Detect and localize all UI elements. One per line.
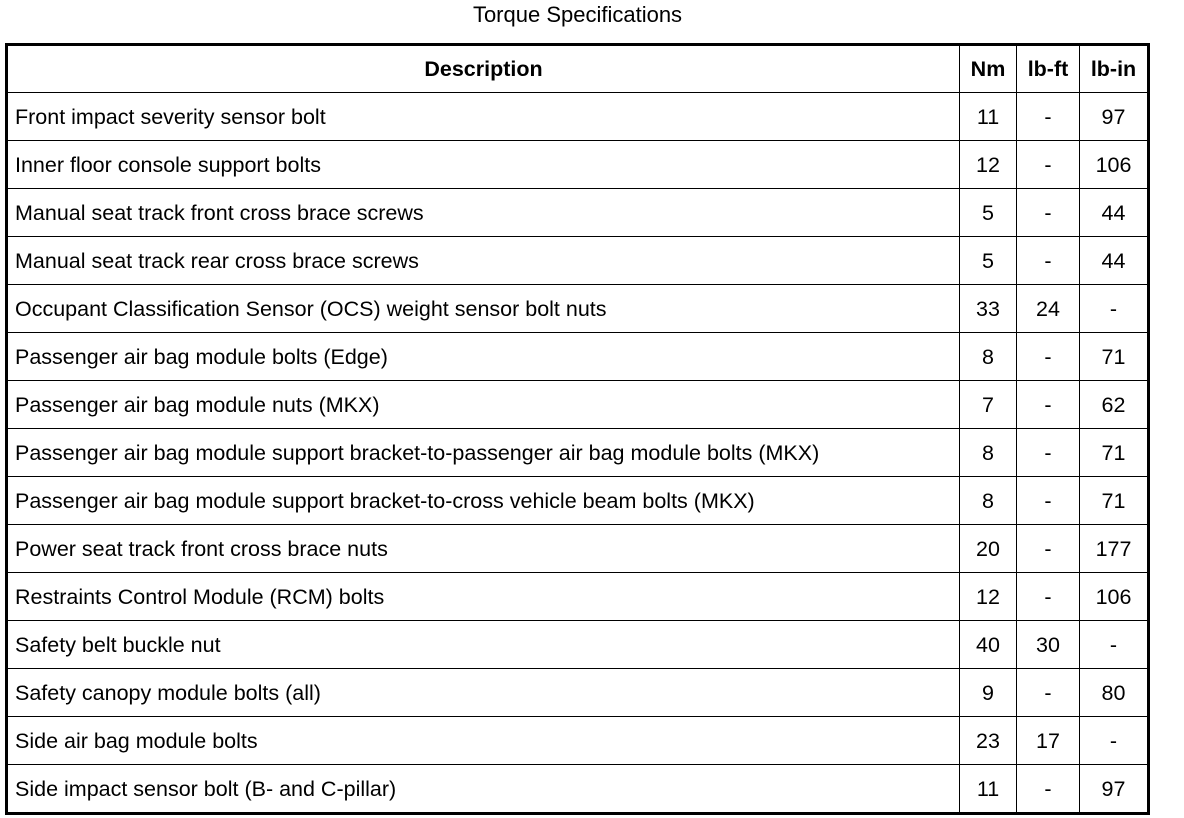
- cell-nm: 11: [960, 765, 1017, 814]
- cell-lbft: -: [1017, 189, 1080, 237]
- cell-nm: 5: [960, 237, 1017, 285]
- cell-nm: 11: [960, 93, 1017, 141]
- table-row: [7, 333, 1149, 381]
- cell-lbin: 97: [1080, 765, 1149, 814]
- cell-lbft: -: [1017, 333, 1080, 381]
- cell-lbin: 44: [1080, 189, 1149, 237]
- table-row: [7, 621, 1149, 669]
- cell-lbin: 71: [1080, 429, 1149, 477]
- cell-lbft: 17: [1017, 717, 1080, 765]
- torque-specifications-table: [5, 43, 1150, 815]
- column-header-nm: Nm: [960, 45, 1017, 93]
- table-row: [7, 189, 1149, 237]
- cell-lbin: 106: [1080, 141, 1149, 189]
- table-row: [7, 477, 1149, 525]
- cell-nm: 5: [960, 189, 1017, 237]
- cell-description: Front impact severity sensor bolt: [7, 93, 960, 141]
- cell-nm: 12: [960, 141, 1017, 189]
- cell-description: Manual seat track rear cross brace screws: [7, 237, 960, 285]
- cell-lbin: 44: [1080, 237, 1149, 285]
- cell-description: Safety canopy module bolts (all): [7, 669, 960, 717]
- cell-description: Manual seat track front cross brace screws: [7, 189, 960, 237]
- cell-description: Side impact sensor bolt (B- and C-pillar): [7, 765, 960, 814]
- cell-nm: 23: [960, 717, 1017, 765]
- cell-nm: 12: [960, 573, 1017, 621]
- cell-lbft: -: [1017, 765, 1080, 814]
- cell-lbin: -: [1080, 285, 1149, 333]
- cell-lbft: -: [1017, 237, 1080, 285]
- page-title: Torque Specifications: [472, 2, 683, 27]
- table-row: [7, 237, 1149, 285]
- cell-description: Inner floor console support bolts: [7, 141, 960, 189]
- cell-lbft: -: [1017, 669, 1080, 717]
- cell-nm: 9: [960, 669, 1017, 717]
- cell-lbin: 177: [1080, 525, 1149, 573]
- table-row: [7, 285, 1149, 333]
- table-header-row: [7, 45, 1149, 93]
- cell-lbft: -: [1017, 381, 1080, 429]
- table-row: [7, 141, 1149, 189]
- cell-nm: 20: [960, 525, 1017, 573]
- cell-lbin: 71: [1080, 477, 1149, 525]
- cell-nm: 8: [960, 429, 1017, 477]
- cell-description: Power seat track front cross brace nuts: [7, 525, 960, 573]
- cell-lbin: 97: [1080, 93, 1149, 141]
- table-row: [7, 669, 1149, 717]
- table-row: [7, 717, 1149, 765]
- column-header-lbin: lb-in: [1080, 45, 1149, 93]
- cell-nm: 7: [960, 381, 1017, 429]
- cell-lbft: -: [1017, 525, 1080, 573]
- cell-lbin: 62: [1080, 381, 1149, 429]
- cell-description: Passenger air bag module support bracket-to-cross vehicle beam bolts (MKX): [7, 477, 960, 525]
- cell-lbin: -: [1080, 621, 1149, 669]
- cell-nm: 40: [960, 621, 1017, 669]
- cell-lbft: 24: [1017, 285, 1080, 333]
- cell-description: Occupant Classification Sensor (OCS) weight sensor bolt nuts: [7, 285, 960, 333]
- cell-description: Passenger air bag module nuts (MKX): [7, 381, 960, 429]
- cell-nm: 8: [960, 333, 1017, 381]
- cell-lbft: -: [1017, 93, 1080, 141]
- cell-description: Safety belt buckle nut: [7, 621, 960, 669]
- table-row: [7, 573, 1149, 621]
- table-row: [7, 429, 1149, 477]
- cell-nm: 8: [960, 477, 1017, 525]
- column-header-description: Description: [7, 45, 960, 93]
- cell-lbin: 80: [1080, 669, 1149, 717]
- column-header-lbft: lb-ft: [1017, 45, 1080, 93]
- table-row: [7, 381, 1149, 429]
- cell-lbft: -: [1017, 477, 1080, 525]
- cell-lbft: -: [1017, 573, 1080, 621]
- cell-nm: 33: [960, 285, 1017, 333]
- table-row: [7, 765, 1149, 814]
- cell-description: Side air bag module bolts: [7, 717, 960, 765]
- table-row: [7, 525, 1149, 573]
- cell-description: Restraints Control Module (RCM) bolts: [7, 573, 960, 621]
- cell-lbin: -: [1080, 717, 1149, 765]
- cell-lbft: 30: [1017, 621, 1080, 669]
- cell-description: Passenger air bag module bolts (Edge): [7, 333, 960, 381]
- cell-lbft: -: [1017, 429, 1080, 477]
- table-row: [7, 93, 1149, 141]
- cell-description: Passenger air bag module support bracket-to-passenger air bag module bolts (MKX): [7, 429, 960, 477]
- cell-lbin: 106: [1080, 573, 1149, 621]
- cell-lbin: 71: [1080, 333, 1149, 381]
- cell-lbft: -: [1017, 141, 1080, 189]
